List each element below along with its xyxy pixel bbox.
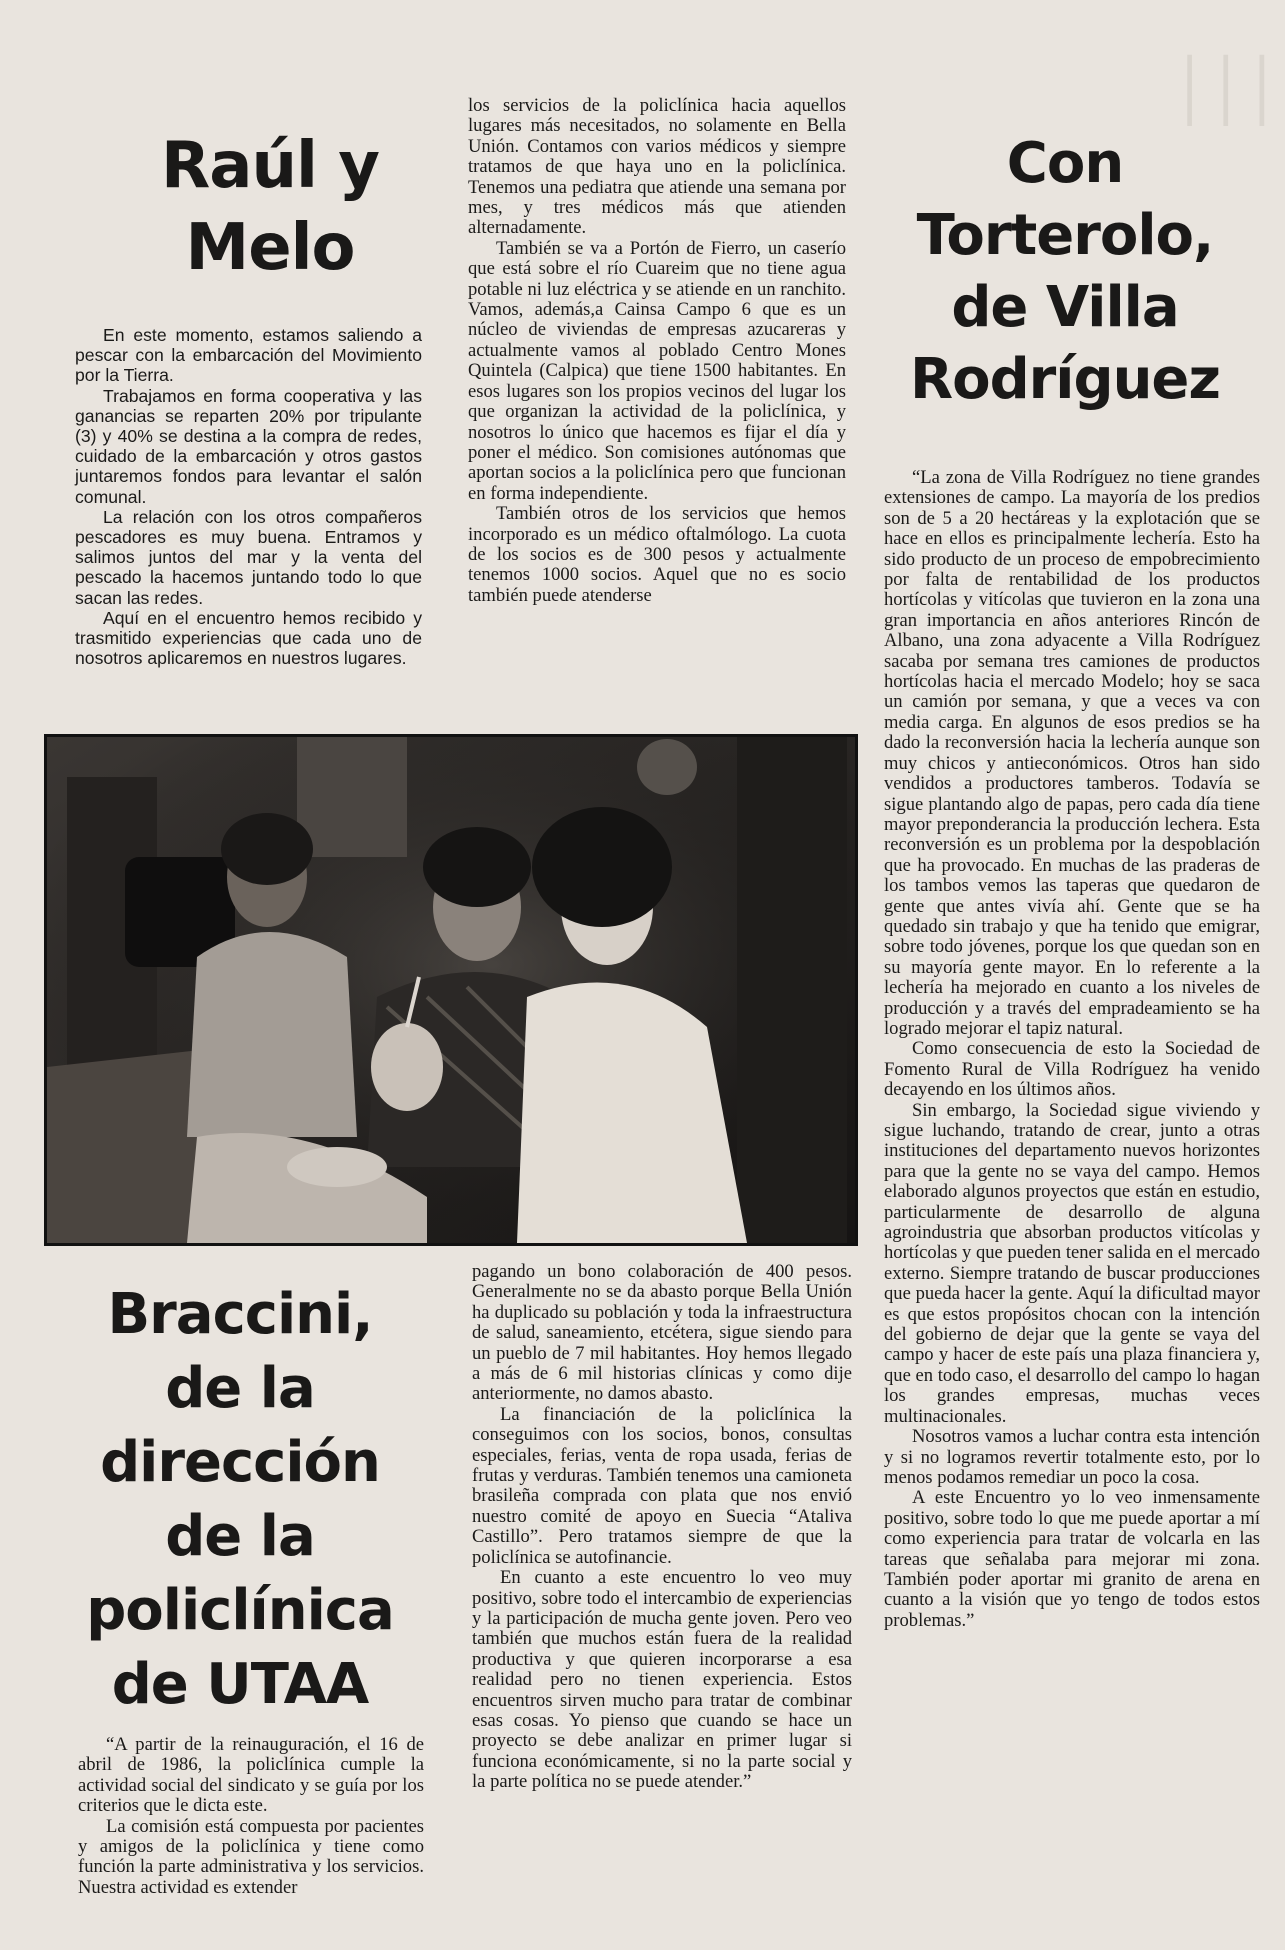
article-braccini-end (472, 1262, 852, 1793)
paragraph: “A partir de la reinauguración, el 16 de abril de 1986, la policlínica cumple la actividad social del sindicato y se guía por los criterios que le dicta este. (78, 1734, 424, 1817)
paragraph: Como consecuencia de esto la Sociedad de Fomento Rural de Villa Rodríguez ha venido decayendo en los últimos años. (884, 1038, 1260, 1101)
paragraph: También se va a Portón de Fierro, un caserío que está sobre el río Cuareim que no tiene agua potable ni luz eléctrica y se atiende en un ranchito. Vamos, además,a Cainsa Campo 6 que es un núcleo de viviendas de empresas azucareras y actualmente vamos al poblado Centro Mones Quintela (Calpica) que tiene 1500 habitantes. En esos lugares son los propios vecinos del lugar los que organizan la actividad de la policlínica, y nosotros lo único que hacemos es fijar el día y poner el médico. Son comisiones autónomas que aportan socios a la policlínica pero que funcionan en forma independiente. (468, 237, 846, 504)
photo-three-men-mate (44, 734, 858, 1246)
headline-braccini (40, 1278, 440, 1722)
paragraph: Aquí en el encuentro hemos recibido y trasmitido experiencias que cada uno de nosotros aplicaremos en nuestros lugares. (75, 607, 422, 669)
headline-line: de la (165, 1504, 315, 1569)
headline-line: de Villa (951, 275, 1179, 340)
article-torterolo-body (884, 468, 1260, 1631)
paragraph: los servicios de la policlínica hacia aquellos lugares más necesitados, no solamente en Bella Unión. Contamos con varios médicos y siempre tratamos de que haya uno en la policlínica. Tenemos una pediatra que atiende una semana por mes, y tres médicos más que atienden alternadamente. (468, 95, 846, 239)
paragraph: La relación con los otros compañeros pescadores es muy buena. Entramos y salimos juntos del mar y la venta del pescado la hacemos juntando todo lo que sacan las redes. (75, 506, 422, 608)
bleed-through-decoration: │││ (1171, 56, 1280, 126)
paragraph: Trabajamos en forma cooperativa y las ganancias se reparten 20% por tripulante (3) y 40% se destina a la compra de redes, cuidado de la embarcación y otros gastos juntaremos fondos para levantar el salón comunal. (75, 385, 422, 507)
article-braccini-continuation (468, 96, 846, 606)
paragraph: La financiación de la policlínica la conseguimos con los socios, bonos, consultas especiales, ferias, venta de ropa usada, ferias de frutas y verduras. También tenemos una camioneta brasileña comprada con plata que nos envió nuestro comité de apoyo en Suecia “Ataliva Castillo”. Pero tratamos siempre de que la policlínica se autofinancie. (472, 1403, 852, 1568)
headline-con-torterolo (880, 128, 1250, 416)
paragraph: Sin embargo, la Sociedad sigue viviendo y sigue luchando, tratando de crear, junto a otras instituciones del departamento nuevos horizontes para que la gente no se vaya del campo. Hemos elaborado algunos proyectos que están en estudio, particularmente de desarrollo de alguna agroindustria que absorban productos vitícolas y hortícolas y que pueden tener salida en el mercado externo. Siempre tratando de buscar producciones que pueda hacer la gente. Aquí la dificultad mayor es que estos propósitos chocan con la intención del gobierno de dejar que la gente se vaya del campo y hacer de este país una plaza financiera y, que en todo caso, el desarrollo del campo lo hagan los grandes empresas, muchas veces multinacionales. (884, 1099, 1260, 1427)
headline-line: dirección (100, 1430, 380, 1495)
headline-line: Con (1006, 131, 1124, 196)
headline-line: de la (165, 1356, 315, 1421)
paragraph: pagando un bono colaboración de 400 pesos. Generalmente no se da abasto porque Bella Unión ha duplicado su población y toda la infraestructura de salud, saneamiento, etcétera, sigue siendo para un pueblo de 7 mil habitantes. Hoy hemos llegado a más de 6 mil historias clínicas y como dije anteriormente, no damos abasto. (472, 1261, 852, 1405)
paragraph: También otros de los servicios que hemos incorporado es un médico oftalmólogo. La cuota de los socios es de 300 pesos y actualmente tenemos 1000 socios. Aquel que no es socio también puede atenderse (468, 503, 846, 606)
headline-line: Rodríguez (909, 347, 1221, 412)
paragraph: En este momento, estamos saliendo a pescar con la embarcación del Movimiento por la Tierra. (75, 325, 422, 386)
headline-line: policlínica (86, 1578, 394, 1643)
headline-raul-y-melo (110, 125, 430, 289)
photo-illustration (47, 737, 855, 1243)
paragraph: La comisión está compuesta por pacientes y amigos de la policlínica y tiene como función la parte administrativa y los servicios. Nuestra actividad es extender (78, 1815, 424, 1898)
headline-line: Torterolo, (916, 203, 1214, 268)
article-braccini-body (78, 1735, 424, 1898)
headline-line: de UTAA (111, 1652, 369, 1717)
headline-line: Braccini, (107, 1282, 373, 1347)
paragraph: A este Encuentro yo lo veo inmensamente positivo, sobre todo lo que me puede aportar a mí como experiencia para tratar de volcarla en las tareas que señalaba para mejorar mi zona. También poder aportar mi granito de arena en cuanto a la visión que yo tengo de todos estos problemas.” (884, 1487, 1260, 1631)
paragraph: En cuanto a este encuentro lo veo muy positivo, sobre todo el intercambio de experiencias y la participación de mucha gente joven. Pero veo también que muchos están fuera de la realidad productiva y que quieren incorporarse a esa realidad pero no tienen experiencia. Estos encuentros sirven mucho para tratar de combinar esas cosas. Yo pienso que cuando se hace un proyecto se debe analizar en primer lugar si funciona económicamente, si no la parte social y la parte política no se puede atender.” (472, 1567, 852, 1793)
paragraph: “La zona de Villa Rodríguez no tiene grandes extensiones de campo. La mayoría de los predios son de 5 a 20 hectáreas y la explotación que se hace en ellos es principalmente lechería. Esto ha sido producto de un proceso de empobrecimiento por falta de rentabilidad de los productos hortícolas y vitícolas que tuvieron en la zona una gran importancia en años anteriores Rincón de Albano, una zona adyacente a Villa Rodríguez sacaba por semana tres camiones de productos hortícolas hacia el mercado Modelo; hoy se saca un camión por semana, y que a veces va con media carga. En algunos de esos predios se ha dado la reconversión hacia la lechería aunque son muy chicos y antieconómicos. Otros han sido vendidos a productores tamberos. Todavía se sigue plantando algo de papas, pero cada día tiene mayor preponderancia la producción lechera. Esta reconversión es un problema por la despoblación que ha provocado. En muchas de las praderas de los tambos vemos las taperas que quedaron de gente que antes vivía ahí. Gente que se ha quedado sin trabajo y que ha tenido que emigrar, sobre todo jóvenes, porque los que quedan son en su mayoría gente mayor. En lo referente a la lechería ha mejorado en cuanto a los niveles de producción y a través del empradeamiento se ha logrado mejorar el tapiz natural. (884, 467, 1260, 1039)
article-raul-body (75, 325, 422, 668)
headline-line: Raúl y (161, 129, 379, 203)
paragraph: Nosotros vamos a luchar contra esta intención y si no logramos revertir totalmente esto, por lo menos podamos remediar un poco la cosa. (884, 1426, 1260, 1488)
headline-line: Melo (185, 211, 355, 285)
